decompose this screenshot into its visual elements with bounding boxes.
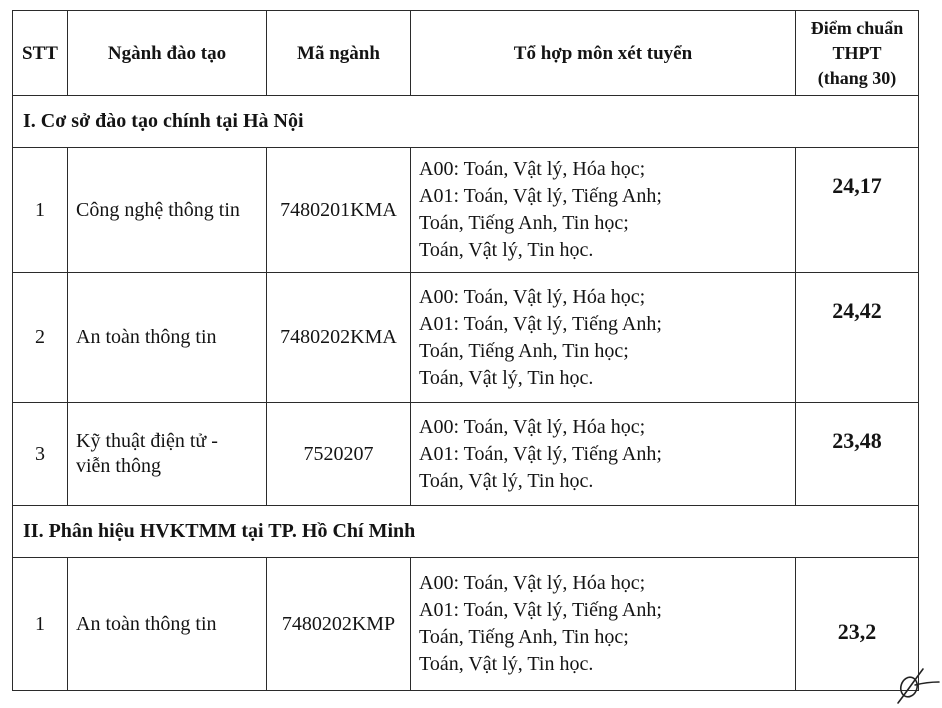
combo-line: Toán, Vật lý, Tin học. <box>419 653 594 675</box>
combo-line: Toán, Tiếng Anh, Tin học; <box>419 212 629 234</box>
header-code: Mã ngành <box>267 11 411 96</box>
combo-line: A01: Toán, Vật lý, Tiếng Anh; <box>419 312 662 335</box>
code-cell: 7480202KMA <box>267 273 411 403</box>
major-cell: Kỹ thuật điện tử - viễn thông <box>68 403 267 506</box>
combo-line: A01: Toán, Vật lý, Tiếng Anh; <box>419 185 662 207</box>
combo-line: A01: Toán, Vật lý, Tiếng Anh; <box>419 442 662 465</box>
code-cell: 7480201KMA <box>267 148 411 273</box>
section-title: II. Phân hiệu HVKTMM tại TP. Hồ Chí Minh <box>13 506 919 558</box>
table-row <box>13 273 919 403</box>
admission-score-table <box>12 10 919 691</box>
header-stt: STT <box>13 11 68 96</box>
combo-line: A00: Toán, Vật lý, Hóa học; <box>419 285 646 308</box>
table-row <box>13 403 919 506</box>
stt-cell: 3 <box>13 403 68 506</box>
combo-line: Toán, Tiếng Anh, Tin học; <box>419 626 629 648</box>
stt-cell: 1 <box>13 558 68 691</box>
score-cell: 23,48 <box>796 403 919 506</box>
combos-cell <box>411 403 796 506</box>
code-cell: 7480202KMP <box>267 558 411 691</box>
stt-cell: 2 <box>13 273 68 403</box>
header-major: Ngành đào tạo <box>68 11 267 96</box>
section-row <box>13 96 919 148</box>
combos-cell <box>411 273 796 403</box>
score-cell: 24,42 <box>796 273 919 403</box>
header-combos: Tổ hợp môn xét tuyển <box>411 11 796 96</box>
major-cell: Công nghệ thông tin <box>68 148 267 273</box>
header-score-line: THPT <box>832 42 882 63</box>
section-title: I. Cơ sở đào tạo chính tại Hà Nội <box>13 96 919 148</box>
table-row <box>13 148 919 273</box>
header-score <box>796 11 919 96</box>
initial-tail-stroke <box>915 682 939 685</box>
code-cell: 7520207 <box>267 403 411 506</box>
section-row <box>13 506 919 558</box>
combo-line: Toán, Vật lý, Tin học. <box>419 239 594 261</box>
score-cell: 23,2 <box>796 558 919 691</box>
header-score-line: (thang 30) <box>817 67 897 88</box>
handwritten-initial-mark <box>892 666 940 706</box>
score-cell: 24,17 <box>796 148 919 273</box>
combo-line: Toán, Vật lý, Tin học. <box>419 469 594 492</box>
combo-line: A00: Toán, Vật lý, Hóa học; <box>419 158 646 180</box>
combo-line: Toán, Tiếng Anh, Tin học; <box>419 339 629 362</box>
major-cell: An toàn thông tin <box>68 558 267 691</box>
table-row <box>13 558 919 691</box>
combos-cell <box>411 148 796 273</box>
major-cell: An toàn thông tin <box>68 273 267 403</box>
combo-line: A01: Toán, Vật lý, Tiếng Anh; <box>419 599 662 621</box>
stt-cell: 1 <box>13 148 68 273</box>
combo-line: A00: Toán, Vật lý, Hóa học; <box>419 572 646 594</box>
table-header-row <box>13 11 919 96</box>
combos-cell <box>411 558 796 691</box>
combo-line: A00: Toán, Vật lý, Hóa học; <box>419 415 646 438</box>
combo-line: Toán, Vật lý, Tin học. <box>419 366 594 389</box>
header-score-line: Điểm chuẩn <box>810 17 904 38</box>
